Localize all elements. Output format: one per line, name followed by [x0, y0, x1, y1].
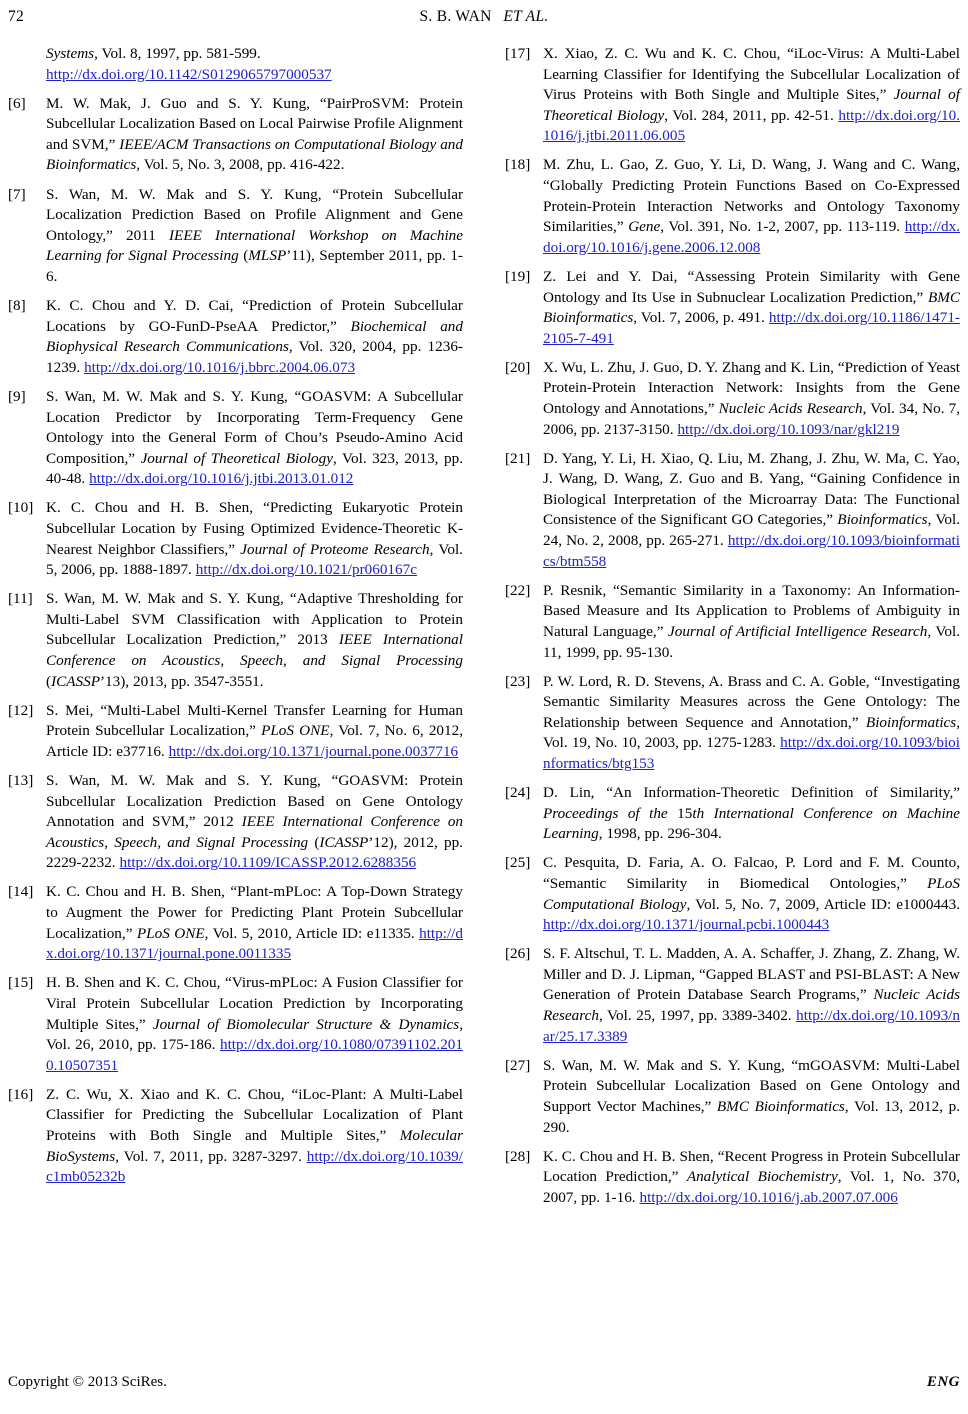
reference-text-segment: M. Zhu, L. Gao, Z. Guo, Y. Li, D. Wang, J. Wang and C. Wang, “Globally Predicting Protein Functions Based on Co-Expressed Protein-Protein Interaction Networks and Ontology Taxonomy Similarities,” [543, 156, 960, 236]
reference-italic-segment: PLoS ONE [261, 722, 330, 740]
reference-text-segment: D. Yang, Y. Li, H. Xiao, Q. Liu, M. Zhang, J. Zhu, W. Ma, C. Yao, J. Wang, D. Wang, Z. Guo and B. Yang, “Gaining Confidence in Biological Interpretation of the Microarray Data: The Functional Consistence of the Significant GO Categories,” [543, 449, 960, 529]
reference-italic-segment: Nucleic Acids Research [718, 400, 863, 417]
reference-italic-segment: BMC Bioinformatics [543, 288, 960, 327]
reference-text-segment: S. Mei, “Multi-Label Multi-Kernel Transfer Learning for Human Protein Subcellular Localization,” [46, 701, 463, 740]
reference-number: [15] [8, 974, 34, 992]
reference-text-segment: , Vol. 7, 2006, p. 491. [633, 309, 769, 327]
reference-entry [505, 267, 960, 349]
reference-number: [7] [8, 185, 26, 203]
reference-italic-segment: Journal of Theoretical Biology [140, 449, 333, 467]
reference-entry [505, 449, 960, 573]
reference-entry [8, 498, 463, 580]
reference-text-segment: K. C. Chou and H. B. Shen, “Predicting Eukaryotic Protein Subcellular Location by Fusing Optimized Evidence-Theoretic K-Nearest Neighbor Classifiers,” [46, 499, 463, 558]
reference-text-segment: , Vol. 11, 1999, pp. 95-130. [543, 622, 960, 661]
reference-text-segment: 15 [667, 804, 693, 822]
reference-text [46, 296, 463, 378]
reference-text-segment: ’13), 2013, pp. 3547-3551. [100, 672, 264, 690]
reference-text [543, 267, 960, 349]
reference-text [46, 387, 463, 490]
reference-entry [505, 155, 960, 258]
reference-entry [8, 701, 463, 763]
reference-text [46, 498, 463, 580]
reference-text-segment: S. Wan, M. W. Mak and S. Y. Kung, “GOASVM: A Subcellular Location Predictor by Incorporating Term-Frequency Gene Ontology into the General Form of Chou’s Pseudo-Amino Acid Composition,” [46, 387, 463, 467]
reference-text [46, 771, 463, 874]
doi-link[interactable]: http://dx.doi.org/10.1016/j.bbrc.2004.06.073 [84, 358, 356, 376]
reference-text [46, 589, 463, 692]
right-reference-list [505, 44, 960, 1208]
reference-text-segment: S. Wan, M. W. Mak and S. Y. Kung, “mGOASVM: Multi-Label Protein Subcellular Localization Based on Gene Ontology and Support Vector Machines,” [543, 1056, 960, 1115]
reference-italic-segment: Gene [628, 218, 661, 236]
reference-entry [505, 1147, 960, 1209]
doi-link[interactable]: http://dx.doi.org/10.1016/j.jtbi.2011.06.005 [543, 106, 960, 145]
running-title-authors: S. B. WAN [419, 8, 492, 25]
reference-text-segment: , [157, 833, 168, 851]
reference-italic-segment: Bioinformatics [865, 713, 957, 731]
reference-continuation-body [46, 44, 463, 85]
reference-entry [505, 783, 960, 845]
doi-link[interactable]: http://dx.doi.org/10.1016/j.gene.2006.12.008 [543, 218, 960, 256]
doi-link[interactable]: http://dx.doi.org/10.1371/journal.pone.0037716 [168, 742, 459, 760]
reference-number: [21] [505, 449, 531, 467]
reference-entry [8, 771, 463, 874]
reference-text-segment: , Vol. 19, No. 10, 2003, pp. 1275-1283. [543, 713, 960, 752]
reference-entry [8, 185, 463, 288]
reference-number: [9] [8, 387, 26, 405]
running-title [0, 8, 968, 26]
journal-code: ENG [926, 1374, 960, 1390]
reference-entry [505, 944, 960, 1047]
reference-number: [28] [505, 1147, 531, 1165]
reference-text-segment: S. F. Altschul, T. L. Madden, A. A. Schaffer, J. Zhang, Z. Zhang, W. Miller and D. J. Lipman, “Gapped BLAST and PSI-BLAST: A New Generation of Protein Database Search Programs,” [543, 945, 960, 1004]
left-reference-list [8, 94, 463, 1188]
reference-text-segment: M. W. Mak, J. Guo and S. Y. Kung, “PairProSVM: Protein Subcellular Localization Based on Local Pairwise Profile Alignment and SVM,” [46, 94, 463, 153]
reference-entry [505, 581, 960, 663]
reference-entry [8, 1085, 463, 1188]
reference-italic-segment: and Signal Processing [302, 652, 463, 670]
reference-text-segment: X. Wu, L. Zhu, J. Guo, D. Y. Zhang and K. Lin, “Prediction of Yeast Protein-Protein Interaction Network: Insights from the Gene Ontology and Annotations,” [543, 358, 960, 417]
reference-text-segment: , Vol. 34, No. 7, 2006, pp. 2137-3150. [543, 400, 961, 438]
reference-italic-segment: Nucleic Acids Research [543, 986, 961, 1025]
reference-italic-segment: Bioinformatics [837, 511, 928, 529]
reference-text-segment: , [104, 833, 115, 851]
reference-text-segment: S. Wan, M. W. Mak and S. Y. Kung, “Adaptive Thresholding for Multi-Label SVM Classification with Application to Protein Subcellular Localization Prediction,” 2013 [46, 590, 463, 649]
reference-italic-segment: Journal of Artificial Intelligence Research [668, 622, 928, 640]
reference-text [543, 1056, 960, 1138]
reference-number: [22] [505, 581, 531, 599]
reference-text-segment: , Vol. 24, No. 2, 2008, pp. 265-271. [543, 511, 960, 550]
reference-text [46, 701, 463, 763]
copyright-notice: Copyright © 2013 SciRes. [8, 1374, 167, 1390]
reference-text-segment: , [283, 652, 303, 670]
reference-text [543, 581, 960, 663]
reference-number: [19] [505, 267, 531, 285]
reference-text-segment: , 1998, pp. 296-304. [598, 825, 722, 843]
reference-number: [12] [8, 701, 34, 719]
reference-italic-segment: PLoS ONE [136, 924, 205, 942]
reference-italic-segment: and Signal Processing [167, 833, 309, 851]
reference-number: [6] [8, 94, 26, 112]
reference-text-segment: , Vol. 391, No. 1-2, 2007, pp. 113-119. [660, 218, 905, 236]
reference-text-segment: , Vol. 5, 2010, Article ID: e11335. [204, 924, 420, 942]
reference-text-segment: , Vol. 5, No. 3, 2008, pp. 416-422. [136, 156, 345, 174]
reference-italic-segment: Molecular BioSystems [46, 1127, 463, 1165]
reference-text-segment: ’12), 2012, pp. 2229-2232. [46, 833, 463, 872]
reference-text [543, 944, 960, 1047]
doi-link[interactable]: http://dx.doi.org/10.1093/bioinformatics/btm558 [543, 532, 960, 570]
reference-text-segment: X. Xiao, Z. C. Wu and K. C. Chou, “iLoc-Virus: A Multi-Label Learning Classifier for Identifying the Subcellular Localization of Virus Proteins with Both Single and Multiple Sites,” [543, 45, 960, 104]
reference-text-segment: , Vol. 5, 2006, pp. 1888-1897. [46, 540, 463, 579]
doi-link[interactable]: http://dx.doi.org/10.1093/nar/gkl219 [677, 420, 900, 438]
running-head [0, 8, 968, 30]
reference-text-segment: , Vol. 7, 2011, pp. 3287-3297. [115, 1147, 307, 1165]
reference-number: [13] [8, 772, 34, 789]
reference-text-segment: , Vol. 25, 1997, pp. 3389-3402. [598, 1007, 797, 1025]
reference-text [543, 672, 960, 775]
reference-number: [14] [8, 883, 34, 901]
reference-number: [27] [505, 1056, 531, 1074]
reference-columns [0, 44, 968, 1217]
reference-text [543, 853, 960, 935]
reference-italic-segment: ICASSP [319, 833, 369, 851]
doi-link[interactable]: http://dx.doi.org/10.1080/07391102.2010.10507351 [46, 1036, 463, 1074]
doi-link[interactable]: http://dx.doi.org/10.1142/S0129065797000537 [46, 65, 332, 83]
reference-number: [18] [505, 156, 531, 174]
reference-text [543, 783, 960, 845]
left-column [8, 44, 463, 1217]
reference-text [46, 94, 463, 176]
reference-text-segment: K. C. Chou and H. B. Shen, “Recent Progress in Protein Subcellular Location Prediction,” [543, 1147, 960, 1186]
reference-number: [23] [505, 672, 531, 690]
reference-text [543, 155, 960, 258]
reference-text-segment: , Vol. 323, 2013, pp. 40-48. [46, 449, 463, 488]
doi-link[interactable]: http://dx.doi.org/10.1039/c1mb05232b [46, 1147, 463, 1186]
reference-text-segment: C. Pesquita, D. Faria, A. O. Falcao, P. Lord and F. M. Counto, “Semantic Similarity in Biomedical Ontologies,” [543, 854, 960, 892]
reference-text [543, 1147, 960, 1209]
reference-italic-segment: PLoS Computational Biology [543, 874, 960, 913]
running-title-etal: ET AL. [503, 8, 549, 25]
reference-entry [505, 1056, 960, 1138]
doi-link[interactable]: http://dx.doi.org/10.1109/ICASSP.2012.6288356 [119, 854, 417, 872]
reference-italic-segment: IEEE/ACM Transactions on Computational Biology and Bioinformatics [46, 135, 463, 174]
reference-italic-segment: Biochemical and Biophysical Research Communications [46, 317, 463, 356]
reference-text-segment: Z. Lei and Y. Dai, “Assessing Protein Similarity with Gene Ontology and Its Use in Subnuclear Localization Prediction,” [543, 267, 960, 306]
citation-detail: , Vol. 8, 1997, pp. 581-599. [94, 45, 261, 62]
reference-text [46, 185, 463, 288]
reference-text-segment: K. C. Chou and Y. D. Cai, “Prediction of Protein Subcellular Locations by GO-FunD-PseAA Predictor,” [46, 297, 463, 335]
reference-entry [505, 853, 960, 935]
reference-entry [8, 589, 463, 692]
reference-text-segment: P. W. Lord, R. D. Stevens, A. Brass and C. A. Goble, “Investigating Semantic Similarity Measures across the Gene Ontology: The Relationship between Sequence and Annotation,” [543, 672, 960, 731]
reference-text-segment: , Vol. 26, 2010, pp. 175-186. [46, 1015, 463, 1054]
reference-entry [8, 882, 463, 964]
reference-text-segment: , Vol. 5, No. 7, 2009, Article ID: e1000443. [686, 895, 960, 913]
doi-link[interactable]: http://dx.doi.org/10.1186/1471-2105-7-491 [543, 309, 960, 347]
reference-text-segment: , [220, 652, 241, 670]
reference-text [543, 449, 960, 573]
reference-text-segment: S. Wan, M. W. Mak and S. Y. Kung, “Protein Subcellular Localization Prediction Based on Profile Alignment and Gene Ontology,” 2011 [46, 185, 463, 244]
reference-text-segment: , Vol. 284, 2011, pp. 42-51. [664, 106, 839, 124]
reference-number: [10] [8, 499, 34, 517]
journal-title: Systems [46, 45, 95, 62]
reference-text-segment: ( [238, 247, 249, 265]
reference-italic-segment: Journal of Proteome Research [240, 540, 430, 558]
doi-link[interactable]: http://dx.doi.org/10.1371/journal.pcbi.1000443 [543, 916, 830, 934]
reference-text-segment: H. B. Shen and K. C. Chou, “Virus-mPLoc: A Fusion Classifier for Viral Protein Subcellular Location Prediction by Incorporating Multiple Sites,” [46, 974, 463, 1033]
reference-text-segment: P. Resnik, “Semantic Similarity in a Taxonomy: An Information-Based Measure and Its Application to Problems of Ambiguity in Natural Language,” [543, 581, 960, 640]
reference-entry [505, 672, 960, 775]
reference-text-segment: ( [308, 833, 320, 851]
reference-text-segment: D. Lin, “An Information-Theoretic Definition of Similarity,” [543, 784, 960, 802]
reference-text-segment: , Vol. 7, No. 6, 2012, Article ID: e37716. [46, 722, 464, 760]
reference-entry [8, 94, 463, 176]
page-number: 72 [8, 8, 24, 25]
reference-number: [17] [505, 45, 531, 62]
reference-text [46, 1085, 463, 1188]
reference-text-segment: Z. C. Wu, X. Xiao and K. C. Chou, “iLoc-Plant: A Multi-Label Classifier for Predicting the Subcellular Localization of Plant Proteins with Both Single and Multiple Sites,” [46, 1085, 463, 1144]
doi-link[interactable]: http://dx.doi.org/10.1093/bioinformatics/btg153 [543, 734, 960, 772]
reference-number: [8] [8, 297, 26, 315]
reference-italic-segment: th International Conference on Machine Learning [543, 804, 960, 843]
reference-text [543, 358, 960, 440]
reference-entry [8, 296, 463, 378]
reference-entry [505, 358, 960, 440]
reference-number: [24] [505, 784, 531, 802]
doi-link[interactable]: http://dx.doi.org/10.1371/journal.pone.0011335 [46, 924, 463, 963]
reference-italic-segment: BMC Bioinformatics [716, 1097, 845, 1115]
reference-italic-segment: IEEE International Workshop on Machine Learning for Signal Processing [46, 226, 464, 265]
reference-number: [20] [505, 358, 531, 376]
reference-italic-segment: Proceedings of the [543, 804, 668, 822]
reference-entry [8, 973, 463, 1076]
reference-text-segment: , Vol. 13, 2012, p. 290. [543, 1097, 960, 1136]
reference-number: [25] [505, 854, 531, 872]
reference-italic-segment: Speech [240, 652, 284, 670]
reference-text [46, 973, 463, 1076]
reference-italic-segment: MLSP [248, 247, 287, 265]
reference-entry [505, 44, 960, 147]
reference-number: [16] [8, 1085, 34, 1103]
reference-continuation [46, 44, 463, 85]
doi-link[interactable]: http://dx.doi.org/10.1016/j.ab.2007.07.006 [639, 1188, 898, 1206]
reference-italic-segment: Speech [114, 833, 158, 851]
doi-link[interactable]: http://dx.doi.org/10.1016/j.jtbi.2013.01.012 [89, 470, 354, 488]
reference-text [46, 882, 463, 964]
reference-italic-segment: IEEE International Conference on Acoustics [46, 813, 464, 851]
reference-text-segment: ’11), September 2011, pp. 1-6. [46, 247, 463, 285]
doi-link[interactable]: http://dx.doi.org/10.1093/nar/25.17.3389 [543, 1007, 960, 1045]
reference-text [543, 44, 960, 147]
reference-italic-segment: IEEE International Conference on Acoustics [46, 631, 463, 670]
reference-italic-segment: Journal of Theoretical Biology [543, 86, 960, 124]
reference-italic-segment: Journal of Biomolecular Structure & Dynamics [152, 1015, 460, 1033]
reference-text-segment: K. C. Chou and H. B. Shen, “Plant-mPLoc: A Top-Down Strategy to Augment the Power for Predicting Plant Protein Subcellular Localization,” [46, 883, 463, 942]
reference-number: [26] [505, 945, 531, 963]
reference-entry [8, 387, 463, 490]
reference-text-segment: , Vol. 1, No. 370, 2007, pp. 1-16. [543, 1168, 960, 1206]
reference-text-segment: , Vol. 320, 2004, pp. 1236-1239. [46, 338, 463, 376]
reference-italic-segment: Analytical Biochemistry [686, 1168, 838, 1186]
reference-number: [11] [8, 590, 33, 608]
reference-italic-segment: ICASSP [51, 672, 100, 690]
page-footer [0, 1374, 968, 1396]
right-column [505, 44, 960, 1217]
reference-text-segment: ( [46, 672, 52, 690]
reference-text-segment: S. Wan, M. W. Mak and S. Y. Kung, “GOASVM: Protein Subcellular Localization Prediction Based on Gene Ontology Annotation and SVM,” 2012 [46, 772, 463, 831]
doi-link[interactable]: http://dx.doi.org/10.1021/pr060167c [195, 561, 417, 579]
